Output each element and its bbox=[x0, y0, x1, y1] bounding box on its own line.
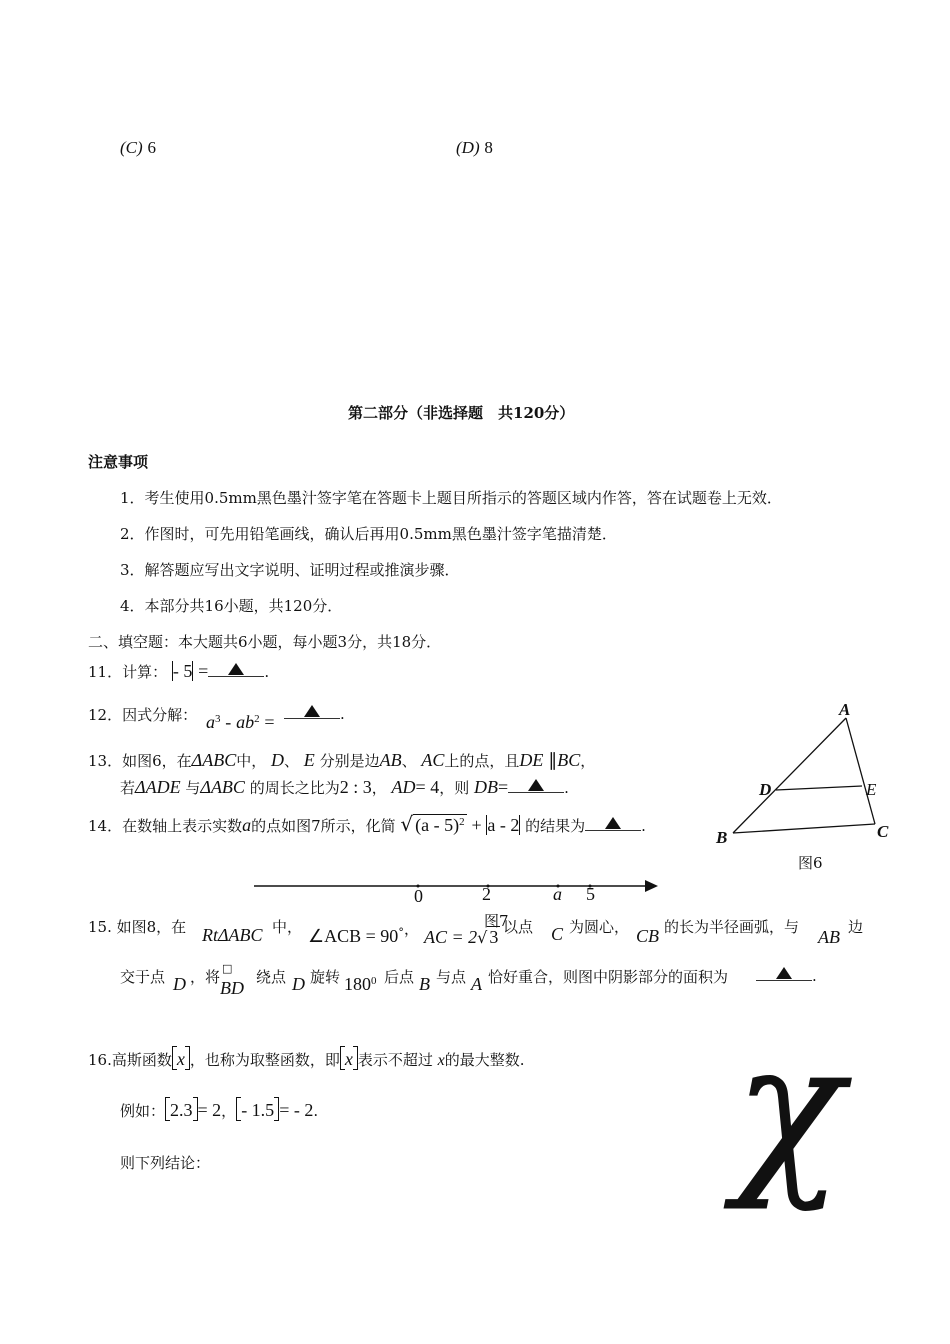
notice-title: 注意事项 bbox=[88, 453, 149, 471]
answer-blank[interactable] bbox=[585, 814, 641, 831]
option-c-label: (C) bbox=[120, 138, 143, 157]
notice-item: 1．考生使用0.5mm黑色墨汁签字笔在答题卡上题目所指示的答题区域内作答，答在试题卷上无效． bbox=[120, 489, 782, 507]
q16-example: 例如： 2.3 = 2， - 1.5 = - 2. bbox=[120, 1097, 318, 1121]
number-line bbox=[250, 872, 670, 912]
q11-eq: = bbox=[198, 661, 209, 681]
answer-blank[interactable] bbox=[208, 660, 264, 677]
triangle-icon bbox=[228, 663, 244, 675]
tick-label-5: 5 bbox=[586, 884, 595, 904]
q12-prefix: 12．因式分解： bbox=[88, 706, 198, 724]
answer-blank-q12[interactable]: . bbox=[284, 702, 345, 723]
question-15-line1: 15. 如图8，在 bbox=[88, 918, 187, 936]
question-16: 16.高斯函数 x ，也称为取整函数，即 x 表示不超过 x的最大整数. bbox=[88, 1046, 525, 1070]
vertex-label-d: D bbox=[759, 780, 772, 799]
question-13-line1: 13．如图6，在ΔABC中， D、 E 分别是边AB、 AC上的点，且DE ∥BC， bbox=[88, 750, 596, 770]
tick-label-a: a bbox=[553, 884, 562, 904]
vertex-label-b: B bbox=[716, 828, 728, 847]
q15-ac: AC = 2√ 3 bbox=[424, 927, 499, 947]
q15-rotation: $180^0$ bbox=[344, 974, 377, 994]
vertex-label-a: A bbox=[839, 700, 851, 719]
vertex-label-e: E bbox=[866, 780, 877, 799]
question-14: 14．在数轴上表示实数a的点如图7所示，化简 √ (a - 5)$^2$ + a - 2 的结果为 . bbox=[88, 812, 646, 836]
question-11: 11．计算： - 5 = . bbox=[88, 661, 270, 681]
option-c bbox=[120, 138, 156, 158]
option-c-value: 6 bbox=[147, 138, 156, 157]
triangle-icon bbox=[605, 817, 621, 829]
option-d bbox=[456, 138, 493, 158]
figure7-caption: 图7 bbox=[484, 912, 509, 930]
option-d-label: (D) bbox=[456, 138, 480, 157]
answer-blank-q15[interactable]: . bbox=[756, 964, 817, 985]
question-12 bbox=[88, 704, 197, 725]
figure6-triangle bbox=[700, 700, 900, 850]
arc-icon: □ bbox=[222, 962, 233, 975]
q11-prefix: 11．计算： bbox=[88, 663, 168, 681]
tick-label-2: 2 bbox=[482, 884, 491, 904]
q15-angle: ∠ACB = 90° bbox=[308, 926, 404, 946]
notice-item: 2．作图时，可先用铅笔画线，确认后再用0.5mm黑色墨汁签字笔描清楚． bbox=[120, 525, 617, 543]
q15-rt-triangle: RtΔABC bbox=[202, 925, 263, 945]
vertex-label-c: C bbox=[877, 822, 889, 841]
question-13-line2: 若ΔADE 与ΔABC 的周长之比为2 : 3， AD= 4，则 DB= . bbox=[120, 777, 569, 797]
q12-expr: $a^3 - ab^2$ = bbox=[206, 712, 275, 732]
q16-conclusion: 则下列结论： bbox=[120, 1154, 211, 1172]
triangle-icon bbox=[304, 705, 320, 717]
notice-item: 3．解答题应写出文字说明、证明过程或推演步骤． bbox=[120, 561, 460, 579]
q11-expr: - 5 bbox=[172, 661, 193, 681]
section-heading: 二、填空题：本大题共6小题，每小题3分，共18分． bbox=[88, 633, 442, 651]
part-title: 第二部分（非选择题 共120分） bbox=[348, 404, 575, 422]
triangle-icon bbox=[776, 967, 792, 979]
large-chi-symbol: χ bbox=[734, 1005, 844, 1214]
figure6-caption: 图6 bbox=[798, 854, 823, 872]
answer-blank[interactable] bbox=[508, 776, 564, 793]
triangle-icon bbox=[528, 779, 544, 791]
notice-item: 4．本部分共16小题，共120分． bbox=[120, 597, 343, 615]
tick-label-0: 0 bbox=[414, 886, 423, 906]
arrow-icon bbox=[645, 880, 658, 892]
option-d-value: 8 bbox=[484, 138, 493, 157]
